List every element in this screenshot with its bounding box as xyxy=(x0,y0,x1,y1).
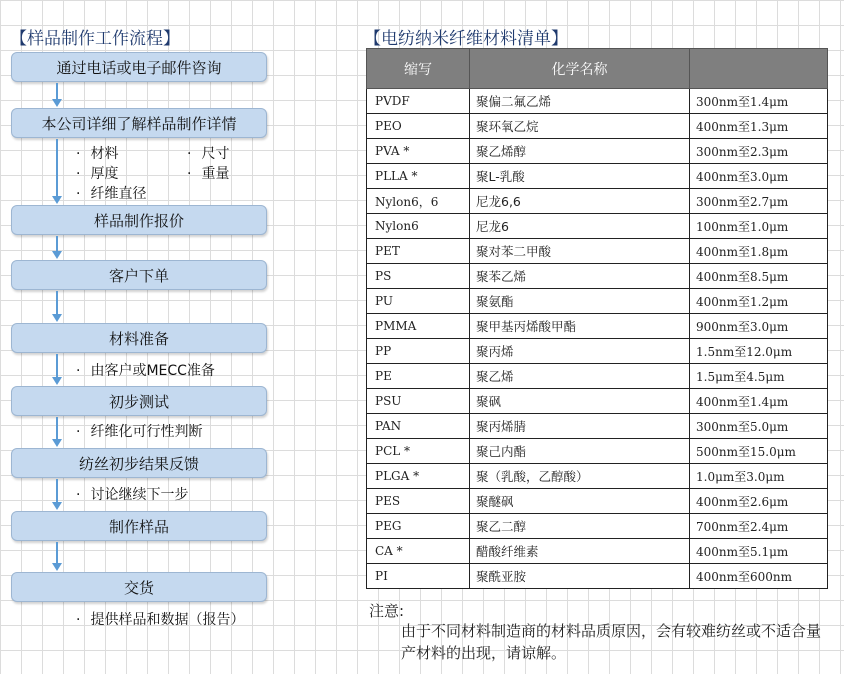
cell-abbr: PCL * xyxy=(367,439,470,464)
cell-chemical-name: 聚L-乳酸 xyxy=(470,164,690,189)
cell-abbr: PEO xyxy=(367,114,470,139)
cell-chemical-name: 聚砜 xyxy=(470,389,690,414)
step-material-prep: 材料准备 xyxy=(11,323,267,353)
table-row xyxy=(367,114,828,139)
cell-range: 300nm至5.0μm xyxy=(690,414,828,439)
cell-range: 400nm至1.2μm xyxy=(690,289,828,314)
flow-arrow xyxy=(52,417,62,447)
cell-range: 400nm至1.8μm xyxy=(690,239,828,264)
step-feedback: 纺丝初步结果反馈 xyxy=(11,448,267,478)
step-quote: 样品制作报价 xyxy=(11,205,267,235)
step-make-sample: 制作样品 xyxy=(11,511,267,541)
table-row xyxy=(367,489,828,514)
table-row xyxy=(367,89,828,114)
cell-abbr: PU xyxy=(367,289,470,314)
cell-abbr: PP xyxy=(367,339,470,364)
cell-chemical-name: 聚丙烯腈 xyxy=(470,414,690,439)
table-row xyxy=(367,264,828,289)
table-row xyxy=(367,164,828,189)
cell-chemical-name: 聚乙烯 xyxy=(470,364,690,389)
cell-abbr: PES xyxy=(367,489,470,514)
cell-abbr: PMMA xyxy=(367,314,470,339)
table-header-row xyxy=(367,49,828,89)
flow-arrow xyxy=(52,479,62,510)
column-header-chemical-name: 化学名称 xyxy=(470,49,690,89)
table-row xyxy=(367,214,828,239)
cell-chemical-name: 聚酰亚胺 xyxy=(470,564,690,589)
detail-note-weight: · 重量 xyxy=(187,163,229,183)
cell-abbr: PLLA * xyxy=(367,164,470,189)
flow-arrow xyxy=(52,236,62,259)
cell-range: 300nm至1.4μm xyxy=(690,89,828,114)
table-row xyxy=(367,189,828,214)
notes-label: 注意: xyxy=(369,602,405,620)
test-note: · 纤维化可行性判断 xyxy=(76,421,202,441)
cell-chemical-name: 聚氨酯 xyxy=(470,289,690,314)
cell-range: 400nm至1.3μm xyxy=(690,114,828,139)
table-row xyxy=(367,414,828,439)
cell-abbr: PAN xyxy=(367,414,470,439)
cell-chemical-name: 尼龙6 xyxy=(470,214,690,239)
flow-arrow xyxy=(52,354,62,385)
notes-text: 由于不同材料制造商的材料品质原因，会有较难纺丝或不适合量产材料的出现，请谅解。 xyxy=(401,622,822,662)
table-row xyxy=(367,439,828,464)
table-row xyxy=(367,564,828,589)
cell-chemical-name: 聚（乳酸，乙醇酸） xyxy=(470,464,690,489)
cell-abbr: PI xyxy=(367,564,470,589)
step-inquiry: 通过电话或电子邮件咨询 xyxy=(11,52,267,82)
feedback-note: · 讨论继续下一步 xyxy=(76,484,188,504)
flow-arrow xyxy=(52,139,62,204)
table-row xyxy=(367,289,828,314)
cell-range: 900nm至3.0μm xyxy=(690,314,828,339)
cell-range: 100nm至1.0μm xyxy=(690,214,828,239)
detail-note-thickness: · 厚度 xyxy=(76,163,118,183)
cell-range: 300nm至2.7μm xyxy=(690,189,828,214)
table-row xyxy=(367,514,828,539)
flow-arrow xyxy=(52,291,62,322)
cell-abbr: Nylon6，6 xyxy=(367,189,470,214)
table-row xyxy=(367,364,828,389)
step-details: 本公司详细了解样品制作详情 xyxy=(11,108,267,138)
material-prep-note: · 由客户或MECC准备 xyxy=(76,360,215,380)
materials-table-body xyxy=(367,89,828,589)
table-row xyxy=(367,389,828,414)
flow-arrow xyxy=(52,542,62,571)
cell-abbr: Nylon6 xyxy=(367,214,470,239)
cell-range: 700nm至2.4μm xyxy=(690,514,828,539)
cell-abbr: PVDF xyxy=(367,89,470,114)
column-header-range xyxy=(690,49,828,89)
materials-title: 【电纺纳米纤维材料清单】 xyxy=(364,29,568,49)
cell-abbr: PS xyxy=(367,264,470,289)
cell-chemical-name: 聚苯乙烯 xyxy=(470,264,690,289)
cell-chemical-name: 聚对苯二甲酸 xyxy=(470,239,690,264)
table-row xyxy=(367,139,828,164)
cell-range: 500nm至15.0μm xyxy=(690,439,828,464)
cell-abbr: CA * xyxy=(367,539,470,564)
detail-note-size: · 尺寸 xyxy=(187,143,229,163)
cell-range: 1.5nm至12.0μm xyxy=(690,339,828,364)
cell-range: 300nm至2.3μm xyxy=(690,139,828,164)
cell-chemical-name: 聚醚砜 xyxy=(470,489,690,514)
step-initial-test: 初步测试 xyxy=(11,386,267,416)
cell-range: 400nm至600nm xyxy=(690,564,828,589)
step-delivery: 交货 xyxy=(11,572,267,602)
detail-note-material: · 材料 xyxy=(76,143,118,163)
cell-chemical-name: 聚丙烯 xyxy=(470,339,690,364)
cell-range: 1.0μm至3.0μm xyxy=(690,464,828,489)
cell-range: 400nm至5.1μm xyxy=(690,539,828,564)
table-row xyxy=(367,464,828,489)
cell-chemical-name: 聚乙烯醇 xyxy=(470,139,690,164)
cell-chemical-name: 醋酸纤维素 xyxy=(470,539,690,564)
cell-range: 1.5μm至4.5μm xyxy=(690,364,828,389)
cell-chemical-name: 尼龙6,6 xyxy=(470,189,690,214)
cell-chemical-name: 聚偏二氟乙烯 xyxy=(470,89,690,114)
cell-chemical-name: 聚乙二醇 xyxy=(470,514,690,539)
cell-abbr: PET xyxy=(367,239,470,264)
delivery-note: · 提供样品和数据（报告） xyxy=(76,609,244,629)
flow-title: 【样品制作工作流程】 xyxy=(10,29,180,49)
flow-arrow xyxy=(52,83,62,107)
cell-abbr: PVA * xyxy=(367,139,470,164)
column-header-abbr: 缩写 xyxy=(367,49,470,89)
cell-chemical-name: 聚环氧乙烷 xyxy=(470,114,690,139)
table-row xyxy=(367,339,828,364)
table-row xyxy=(367,314,828,339)
cell-range: 400nm至8.5μm xyxy=(690,264,828,289)
cell-range: 400nm至1.4μm xyxy=(690,389,828,414)
detail-note-fiber-diameter: · 纤维直径 xyxy=(76,183,146,203)
cell-chemical-name: 聚甲基丙烯酸甲酯 xyxy=(470,314,690,339)
cell-abbr: PSU xyxy=(367,389,470,414)
cell-abbr: PE xyxy=(367,364,470,389)
cell-range: 400nm至3.0μm xyxy=(690,164,828,189)
cell-chemical-name: 聚己内酯 xyxy=(470,439,690,464)
cell-abbr: PLGA * xyxy=(367,464,470,489)
table-row xyxy=(367,239,828,264)
cell-range: 400nm至2.6μm xyxy=(690,489,828,514)
cell-abbr: PEG xyxy=(367,514,470,539)
table-row xyxy=(367,539,828,564)
materials-table xyxy=(366,48,828,589)
step-order: 客户下单 xyxy=(11,260,267,290)
